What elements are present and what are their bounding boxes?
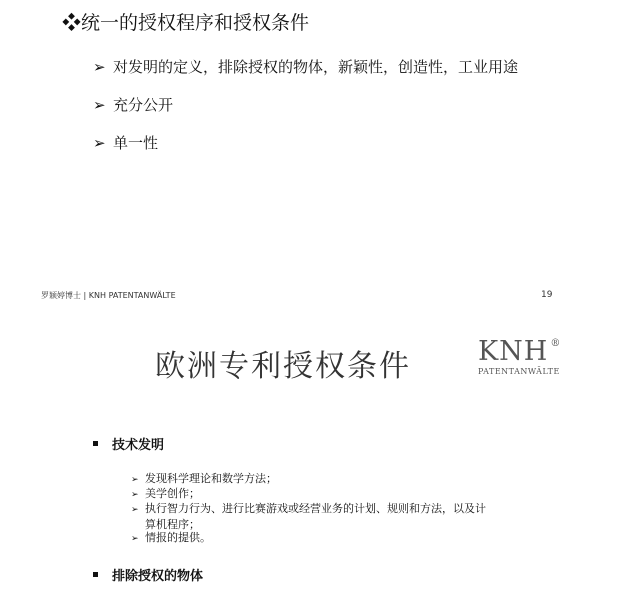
arrow-bullet-icon: ➢ xyxy=(93,96,106,114)
slide2-section-excluded-subjects xyxy=(93,565,203,584)
square-bullet-icon xyxy=(93,572,98,577)
slide1-list-item xyxy=(93,94,173,115)
registered-mark: ® xyxy=(550,338,561,349)
arrow-bullet-icon: ➢ xyxy=(93,134,106,152)
slide1-list-item xyxy=(93,132,158,153)
slide1-list-item-text: 单一性 xyxy=(113,134,159,152)
knh-logo xyxy=(478,338,560,376)
sub-item-text: 情报的提供。 xyxy=(145,531,211,544)
slide2-sub-item xyxy=(131,502,486,517)
logo-text: KNH xyxy=(478,336,549,367)
sub-item-text: 发现科学理论和数学方法； xyxy=(145,472,277,485)
page-number: 19 xyxy=(541,290,553,300)
slide2-sub-item xyxy=(131,472,277,487)
sub-item-continuation: 算机程序； xyxy=(145,518,200,531)
section-label: 排除授权的物体 xyxy=(112,569,204,584)
arrow-bullet-icon: ➢ xyxy=(93,58,106,76)
slide2-sub-item xyxy=(131,487,200,502)
arrow-bullet-icon: ➢ xyxy=(131,490,139,500)
footer-author: 罗颖婷博士 | KNH PATENTANWÄLTE xyxy=(41,291,176,300)
slide1-list-item-text: 充分公开 xyxy=(113,96,174,114)
slide2-section-technical-invention xyxy=(93,434,164,453)
logo-subtitle: PATENTANWÄLTE xyxy=(478,367,560,376)
arrow-bullet-icon: ➢ xyxy=(131,534,139,544)
slide1-heading-text: 统一的授权程序和授权条件 xyxy=(81,12,310,34)
sub-item-text: 执行智力行为、进行比赛游戏或经营业务的计划、规则和方法，以及计 xyxy=(145,502,486,515)
slide2-title: 欧洲专利授权条件 xyxy=(155,349,411,384)
diamond-bullet-icon: ❖ xyxy=(62,12,82,34)
section-label: 技术发明 xyxy=(112,438,165,453)
slide1-heading xyxy=(62,8,309,35)
slide1-list-item xyxy=(93,56,518,77)
arrow-bullet-icon: ➢ xyxy=(131,505,139,515)
sub-item-text: 美学创作； xyxy=(145,487,200,500)
square-bullet-icon xyxy=(93,441,98,446)
slide1-list-item-text: 对发明的定义，排除授权的物体，新颖性，创造性，工业用途 xyxy=(113,58,519,76)
slide2-sub-item xyxy=(131,531,211,546)
arrow-bullet-icon: ➢ xyxy=(131,475,139,485)
